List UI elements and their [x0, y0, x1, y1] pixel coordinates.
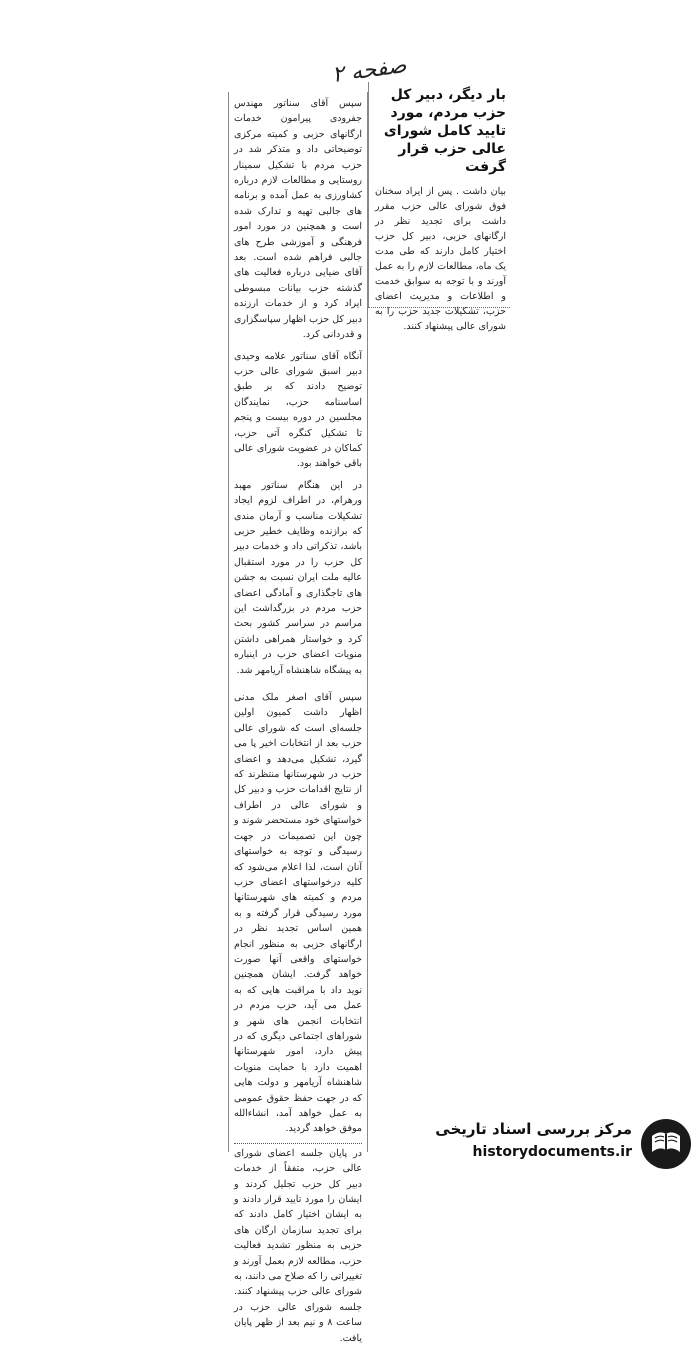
book-logo-icon: [640, 1118, 692, 1170]
archive-title: مرکز بررسی اسناد تاریخی: [435, 1120, 632, 1138]
article-paragraph: سپس آقای اصغر ملک مدنی اظهار داشت کمیون اولین جلسه‌ای است که شورای عالی حزب بعد از انتخابات اخیر پا می گیرد، تشکیل می‌دهد و اعضای حزب در شهرستانها منتظرند که از نتایج اقدامات حزب و دبیر کل و شورای عالی در اطراف خواستهای خود مستحضر شوند و چون این تصمیمات در جهت رسیدگی و توجه به خواستهای آنان است، لذا اعلام می‌شود که کلیه درخواستهای اعضای حزب مردم و کمیته های شهرستانها مورد رسیدگی قرار گرفته و به همین اساس تجدید نظر در ارگانهای حزبی به منظور انجام خواستهای واقعی آنها صورت خواهد گرفت. ایشان همچنین نوید داد با مراقبت هایی که به عمل می آید، حزب مردم در انتخابات انجمن های شهر و شوراهای اجتماعی دیگری که در پیش دارد، امور شهرستانها اهمیت دارد با حمایت منویات شاهنشاه آریامهر و دولت هایی که در جهت حفظ حقوق عمومی به عمل خواهد آمد، انشاءالله موفق خواهد گردید.: [234, 692, 362, 1135]
article-headline: بار دیگر، دبیر کل حزب مردم، مورد تایید کامل شورای عالی حزب قرار گرفت: [383, 87, 506, 175]
article-paragraph: سپس آقای سناتور مهندس جفرودی پیرامون خدمات ارگانهای حزبی و کمیته مرکزی توضیحاتی داد و متذکر شد در حزب مردم با تشکیل سمینار روستایی و مطالعات لازم درباره کشاورزی به عمل آمده و برنامه های جالبی تهیه و تدارک شده است و همچنین در مورد امور فرهنگی و آموزشی طرح های جالبی فراهم شده است. بعد آقای ضیایی درباره فعالیت های گذشته حزب بیانات مبسوطی ایراد کرد و از خدمات ارزنده دبیر کل حزب اظهار سپاسگزاری و قدردانی کرد.: [234, 98, 362, 341]
article-continuation-column: [228, 92, 368, 1344]
headline-article-column: [368, 82, 510, 332]
article-paragraph: آنگاه آقای سناتور علامه وحیدی دبیر اسبق شورای عالی حزب توضیح دادند که بر طبق اساسنامه حزب، نمایندگان مجلسین در دوره بیست و پنجم تا تشکیل کنگره آتی حزب، کماکان در عضویت شورای عالی باقی خواهند بود.: [234, 350, 362, 470]
article-paragraph: در پایان جلسه اعضای شورای عالی حزب، متفقاً از خدمات دبیر کل حزب تجلیل کردند و ایشان را مورد تایید قرار دادند و به ایشان اختیار کامل دادند که برای تجدید سازمان ارگان های حزبی به منظور تشدید فعالیت حزب، مطالعه لازم بعمل آورند و تغییراتی را که صلاح می دانند، به شورای عالی حزب پیشنهاد کنند. جلسه شورای عالی حزب در ساعت ۸ و نیم بعد از ظهر پایان یافت.: [234, 1143, 362, 1346]
archive-url: historydocuments.ir: [472, 1144, 632, 1160]
page-number-mark: صفحه ۲: [330, 52, 409, 89]
headline-article-body: بیان داشت . پس از ایراد سخنان فوق شورای عالی حزب مقرر داشت برای تجدید نظر در ارگانهای حزبی، دبیر کل حزب اختیار کامل دارند که طی مدت یک ماه، مطالعات لازم را به عمل آورند و با توجه به سوابق خدمت و اطلاعات و مدیریت اعضای حزب، تشکیلات جدید حزب را به شورای عالی پیشنهاد کنند.: [375, 186, 506, 332]
article-paragraph: در این هنگام سناتور مهبد ورهرام، در اطراف لزوم ایجاد تشکیلات مناسب و آرمان مندی که برازنده وظایف خطیر حزبی باشد، تذکراتی داد و خدمات دبیر کل حزب را در مورد استقبال عالیه ملت ایران نسبت به جشن های تاجگذاری و آمادگی اعضای حزب مردم در بزرگداشت این مراسم در سراسر کشور بحث کرد و خواستار همراهی داشتن منویات اعضای حزب در اینباره به پیشگاه شاهنشاه آریامهر شد.: [234, 479, 362, 676]
archive-watermark: [402, 1116, 692, 1172]
